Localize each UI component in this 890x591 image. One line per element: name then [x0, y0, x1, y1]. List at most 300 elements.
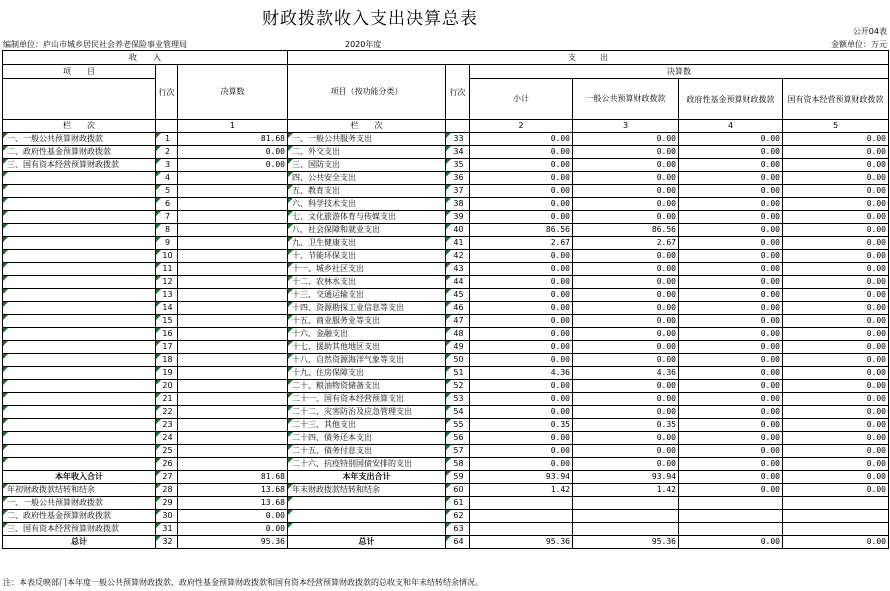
subtotal-value[interactable]	[470, 523, 573, 536]
expense-line[interactable]: 49	[446, 341, 470, 354]
expense-item[interactable]: 八、社会保障和就业支出	[288, 224, 446, 237]
general-value[interactable]: 0.00	[573, 211, 679, 224]
income-line[interactable]: 3	[156, 159, 178, 172]
income-header[interactable]: 收 入	[3, 51, 288, 65]
expense-line[interactable]: 63	[446, 523, 470, 536]
state-capital-value[interactable]: 0.00	[783, 341, 889, 354]
state-capital-value[interactable]: 0.00	[783, 367, 889, 380]
general-value[interactable]: 86.56	[573, 224, 679, 237]
gov-fund-value[interactable]: 0.00	[679, 406, 783, 419]
expense-line[interactable]: 35	[446, 159, 470, 172]
income-item[interactable]	[3, 367, 156, 380]
general-value[interactable]: 0.00	[573, 315, 679, 328]
subtotal-value[interactable]: 4.36	[470, 367, 573, 380]
income-amount[interactable]	[178, 419, 288, 432]
gov-fund-value[interactable]: 0.00	[679, 315, 783, 328]
general-value[interactable]: 0.00	[573, 354, 679, 367]
subtotal-value[interactable]: 86.56	[470, 224, 573, 237]
income-line[interactable]: 22	[156, 406, 178, 419]
state-capital-value[interactable]: 0.00	[783, 211, 889, 224]
expense-line[interactable]: 52	[446, 380, 470, 393]
general-value[interactable]: 0.00	[573, 250, 679, 263]
gov-fund-value[interactable]: 0.00	[679, 328, 783, 341]
expense-item[interactable]: 十、节能环保支出	[288, 250, 446, 263]
expense-line[interactable]: 38	[446, 198, 470, 211]
state-capital-value[interactable]	[783, 510, 889, 523]
expense-item[interactable]: 十六、金融支出	[288, 328, 446, 341]
state-capital-value[interactable]: 0.00	[783, 406, 889, 419]
income-amount[interactable]	[178, 237, 288, 250]
income-line[interactable]: 17	[156, 341, 178, 354]
expense-item[interactable]: 九、卫生健康支出	[288, 237, 446, 250]
expense-item[interactable]: 十八、自然资源海洋气象等支出	[288, 354, 446, 367]
expense-line[interactable]: 50	[446, 354, 470, 367]
general-value[interactable]: 0.00	[573, 276, 679, 289]
expense-line[interactable]: 34	[446, 146, 470, 159]
expense-line[interactable]: 45	[446, 289, 470, 302]
income-item[interactable]	[3, 263, 156, 276]
income-item[interactable]	[3, 276, 156, 289]
income-line[interactable]: 8	[156, 224, 178, 237]
state-capital-value[interactable]: 0.00	[783, 172, 889, 185]
subtotal-value[interactable]: 0.00	[470, 198, 573, 211]
expense-item[interactable]: 本年支出合计	[288, 471, 446, 484]
gov-fund-value[interactable]: 0.00	[679, 146, 783, 159]
income-line[interactable]: 5	[156, 185, 178, 198]
expense-item[interactable]: 十一、城乡社区支出	[288, 263, 446, 276]
expense-item[interactable]: 十九、住房保障支出	[288, 367, 446, 380]
income-line[interactable]: 12	[156, 276, 178, 289]
expense-item[interactable]: 七、文化旅游体育与传媒支出	[288, 211, 446, 224]
subtotal-value[interactable]: 0.00	[470, 315, 573, 328]
subtotal-value[interactable]: 0.00	[470, 263, 573, 276]
income-item[interactable]: 三、国有资本经营预算财政拨款	[3, 523, 156, 536]
subtotal-value[interactable]: 0.00	[470, 458, 573, 471]
expense-item[interactable]: 二、外交支出	[288, 146, 446, 159]
gov-fund-value[interactable]: 0.00	[679, 185, 783, 198]
income-amount[interactable]	[178, 250, 288, 263]
general-value[interactable]: 0.00	[573, 289, 679, 302]
income-amount[interactable]: 13.68	[178, 484, 288, 497]
income-line[interactable]: 18	[156, 354, 178, 367]
expense-item[interactable]: 十二、农林水支出	[288, 276, 446, 289]
gov-fund-value[interactable]: 0.00	[679, 471, 783, 484]
expense-line[interactable]: 57	[446, 445, 470, 458]
general-value[interactable]	[573, 497, 679, 510]
gov-fund-value[interactable]	[679, 523, 783, 536]
subtotal-value[interactable]: 2.67	[470, 237, 573, 250]
state-capital-value[interactable]: 0.00	[783, 315, 889, 328]
general-value[interactable]: 0.00	[573, 302, 679, 315]
expense-item[interactable]: 二十五、债务付息支出	[288, 445, 446, 458]
income-item[interactable]: 一、一般公共预算财政拨款	[3, 133, 156, 146]
expense-line[interactable]: 60	[446, 484, 470, 497]
income-item[interactable]	[3, 354, 156, 367]
state-capital-value[interactable]: 0.00	[783, 354, 889, 367]
subtotal-value[interactable]: 1.42	[470, 484, 573, 497]
expense-line[interactable]: 55	[446, 419, 470, 432]
income-item[interactable]	[3, 172, 156, 185]
subtotal-value[interactable]: 0.00	[470, 432, 573, 445]
gov-fund-value[interactable]: 0.00	[679, 211, 783, 224]
income-amount[interactable]: 13.68	[178, 497, 288, 510]
expense-item[interactable]: 六、科学技术支出	[288, 198, 446, 211]
expense-item[interactable]	[288, 523, 446, 536]
income-amount[interactable]	[178, 276, 288, 289]
state-capital-value[interactable]: 0.00	[783, 276, 889, 289]
general-value[interactable]: 2.67	[573, 237, 679, 250]
income-item[interactable]	[3, 380, 156, 393]
general-value[interactable]	[573, 510, 679, 523]
gov-fund-value[interactable]: 0.00	[679, 445, 783, 458]
gov-fund-value[interactable]: 0.00	[679, 432, 783, 445]
subtotal-value[interactable]: 95.36	[470, 536, 573, 549]
income-amount[interactable]	[178, 263, 288, 276]
subtotal-value[interactable]	[470, 497, 573, 510]
general-value[interactable]: 0.00	[573, 458, 679, 471]
expense-item[interactable]: 二十六、抗疫特别国债安排的支出	[288, 458, 446, 471]
subtotal-value[interactable]: 0.00	[470, 146, 573, 159]
general-value[interactable]: 0.00	[573, 185, 679, 198]
general-value[interactable]	[573, 523, 679, 536]
gov-fund-value[interactable]: 0.00	[679, 419, 783, 432]
subtotal-value[interactable]: 0.00	[470, 393, 573, 406]
expense-line[interactable]: 36	[446, 172, 470, 185]
income-amount[interactable]: 0.00	[178, 159, 288, 172]
subtotal-value[interactable]: 0.00	[470, 185, 573, 198]
income-amount[interactable]	[178, 393, 288, 406]
expense-header[interactable]: 支 出	[288, 51, 889, 65]
income-amount[interactable]	[178, 432, 288, 445]
state-capital-value[interactable]: 0.00	[783, 328, 889, 341]
state-capital-value[interactable]	[783, 523, 889, 536]
income-line[interactable]: 10	[156, 250, 178, 263]
state-capital-value[interactable]: 0.00	[783, 224, 889, 237]
gov-fund-value[interactable]: 0.00	[679, 380, 783, 393]
expense-item[interactable]: 十七、援助其他地区支出	[288, 341, 446, 354]
general-value[interactable]: 0.00	[573, 432, 679, 445]
expense-line[interactable]: 40	[446, 224, 470, 237]
state-capital-value[interactable]: 0.00	[783, 263, 889, 276]
subtotal-value[interactable]: 0.00	[470, 406, 573, 419]
expense-line[interactable]: 33	[446, 133, 470, 146]
general-value[interactable]: 0.00	[573, 380, 679, 393]
income-line[interactable]: 1	[156, 133, 178, 146]
income-amount[interactable]	[178, 302, 288, 315]
general-value[interactable]: 0.00	[573, 263, 679, 276]
income-line[interactable]: 27	[156, 471, 178, 484]
general-value[interactable]: 4.36	[573, 367, 679, 380]
income-amount[interactable]: 0.00	[178, 510, 288, 523]
gov-fund-value[interactable]: 0.00	[679, 536, 783, 549]
general-value[interactable]: 0.00	[573, 172, 679, 185]
general-value[interactable]: 1.42	[573, 484, 679, 497]
income-line[interactable]: 29	[156, 497, 178, 510]
col3-label[interactable]: 3	[573, 120, 679, 133]
income-line[interactable]: 14	[156, 302, 178, 315]
income-line[interactable]: 2	[156, 146, 178, 159]
income-line[interactable]: 20	[156, 380, 178, 393]
subtotal-value[interactable]: 0.00	[470, 302, 573, 315]
income-item[interactable]	[3, 432, 156, 445]
expense-line[interactable]: 46	[446, 302, 470, 315]
gov-fund-value[interactable]: 0.00	[679, 458, 783, 471]
income-item[interactable]	[3, 211, 156, 224]
income-line[interactable]: 6	[156, 198, 178, 211]
income-line[interactable]: 13	[156, 289, 178, 302]
income-item[interactable]	[3, 406, 156, 419]
expense-item[interactable]: 二十二、灾害防治及应急管理支出	[288, 406, 446, 419]
income-line[interactable]: 28	[156, 484, 178, 497]
gov-fund-value[interactable]: 0.00	[679, 159, 783, 172]
subtotal-value[interactable]: 0.00	[470, 133, 573, 146]
gov-fund-value[interactable]	[679, 510, 783, 523]
general-value[interactable]: 0.00	[573, 445, 679, 458]
income-item[interactable]	[3, 302, 156, 315]
expense-item[interactable]: 五、教育支出	[288, 185, 446, 198]
general-value[interactable]: 0.00	[573, 393, 679, 406]
expense-line[interactable]: 39	[446, 211, 470, 224]
income-line[interactable]: 4	[156, 172, 178, 185]
col-label-right[interactable]: 栏 次	[288, 120, 446, 133]
subtotal-value[interactable]: 0.00	[470, 445, 573, 458]
expense-item[interactable]	[288, 510, 446, 523]
subtotal-value[interactable]: 0.00	[470, 250, 573, 263]
item-header-spacer[interactable]	[3, 79, 156, 120]
general-value[interactable]: 0.00	[573, 159, 679, 172]
income-amount[interactable]	[178, 185, 288, 198]
gov-fund-value[interactable]: 0.00	[679, 289, 783, 302]
col1-label[interactable]: 1	[178, 120, 288, 133]
income-amount[interactable]	[178, 367, 288, 380]
income-amount[interactable]: 0.00	[178, 146, 288, 159]
expense-item[interactable]: 十三、交通运输支出	[288, 289, 446, 302]
item-header[interactable]: 项 目	[3, 65, 156, 79]
gov-fund-value[interactable]: 0.00	[679, 484, 783, 497]
income-item[interactable]: 二、政府性基金预算财政拨款	[3, 146, 156, 159]
col2-label[interactable]: 2	[470, 120, 573, 133]
income-amount[interactable]	[178, 172, 288, 185]
income-line[interactable]: 9	[156, 237, 178, 250]
gov-fund-value[interactable]	[679, 497, 783, 510]
expense-item[interactable]: 二十三、其他支出	[288, 419, 446, 432]
income-line-header[interactable]: 行次	[156, 65, 178, 120]
expense-item[interactable]: 十五、商业服务业等支出	[288, 315, 446, 328]
state-capital-value[interactable]: 0.00	[783, 198, 889, 211]
amount-header[interactable]: 决算数	[178, 65, 288, 120]
general-value[interactable]: 0.35	[573, 419, 679, 432]
income-item[interactable]: 本年收入合计	[3, 471, 156, 484]
general-value[interactable]: 0.00	[573, 198, 679, 211]
income-item[interactable]	[3, 328, 156, 341]
expense-item[interactable]	[288, 497, 446, 510]
gov-fund-value[interactable]: 0.00	[679, 224, 783, 237]
state-capital-value[interactable]: 0.00	[783, 146, 889, 159]
income-line[interactable]: 16	[156, 328, 178, 341]
expense-item[interactable]: 十四、资源勘探工业信息等支出	[288, 302, 446, 315]
gov-fund-value[interactable]: 0.00	[679, 237, 783, 250]
final-amount-header[interactable]: 决算数	[470, 65, 889, 79]
state-capital-value[interactable]: 0.00	[783, 393, 889, 406]
general-value[interactable]: 95.36	[573, 536, 679, 549]
expense-item[interactable]: 二十四、债务还本支出	[288, 432, 446, 445]
subtotal-value[interactable]: 0.00	[470, 159, 573, 172]
col4-label[interactable]: 4	[679, 120, 783, 133]
subtotal-value[interactable]: 93.94	[470, 471, 573, 484]
state-capital-value[interactable]: 0.00	[783, 445, 889, 458]
state-capital-value[interactable]: 0.00	[783, 133, 889, 146]
subtotal-value[interactable]: 0.00	[470, 276, 573, 289]
col5-label[interactable]: 5	[783, 120, 889, 133]
income-line[interactable]: 24	[156, 432, 178, 445]
income-amount[interactable]	[178, 354, 288, 367]
expense-line[interactable]: 47	[446, 315, 470, 328]
expense-line[interactable]: 59	[446, 471, 470, 484]
gov-fund-value[interactable]: 0.00	[679, 302, 783, 315]
expense-line[interactable]: 37	[446, 185, 470, 198]
gov-fund-value[interactable]: 0.00	[679, 341, 783, 354]
state-capital-header[interactable]: 国有资本经营预算财政拨款	[783, 79, 889, 120]
subtotal-value[interactable]: 0.35	[470, 419, 573, 432]
cell[interactable]	[446, 120, 470, 133]
state-capital-value[interactable]: 0.00	[783, 471, 889, 484]
subtotal-value[interactable]: 0.00	[470, 380, 573, 393]
state-capital-value[interactable]	[783, 497, 889, 510]
income-item[interactable]	[3, 224, 156, 237]
income-amount[interactable]	[178, 211, 288, 224]
state-capital-value[interactable]: 0.00	[783, 250, 889, 263]
income-amount[interactable]	[178, 224, 288, 237]
income-item[interactable]	[3, 445, 156, 458]
gov-fund-value[interactable]: 0.00	[679, 263, 783, 276]
general-value[interactable]: 0.00	[573, 341, 679, 354]
subtotal-value[interactable]: 0.00	[470, 328, 573, 341]
expense-line[interactable]: 51	[446, 367, 470, 380]
income-line[interactable]: 32	[156, 536, 178, 549]
expense-item[interactable]: 二十一、国有资本经营预算支出	[288, 393, 446, 406]
subtotal-value[interactable]: 0.00	[470, 341, 573, 354]
state-capital-value[interactable]: 0.00	[783, 302, 889, 315]
income-amount[interactable]: 81.68	[178, 133, 288, 146]
income-item[interactable]: 二、政府性基金预算财政拨款	[3, 510, 156, 523]
expense-line[interactable]: 48	[446, 328, 470, 341]
state-capital-value[interactable]: 0.00	[783, 419, 889, 432]
income-amount[interactable]	[178, 445, 288, 458]
income-amount[interactable]: 81.68	[178, 471, 288, 484]
income-line[interactable]: 26	[156, 458, 178, 471]
state-capital-value[interactable]: 0.00	[783, 458, 889, 471]
income-item[interactable]	[3, 289, 156, 302]
income-item[interactable]	[3, 419, 156, 432]
income-amount[interactable]	[178, 289, 288, 302]
income-line[interactable]: 11	[156, 263, 178, 276]
expense-item[interactable]: 年末财政拨款结转和结余	[288, 484, 446, 497]
exp-item-header[interactable]: 项目（按功能分类）	[288, 65, 446, 120]
income-item[interactable]	[3, 250, 156, 263]
gov-fund-value[interactable]: 0.00	[679, 198, 783, 211]
general-value[interactable]: 0.00	[573, 133, 679, 146]
income-item[interactable]	[3, 237, 156, 250]
expense-item[interactable]: 二十、粮油物资储备支出	[288, 380, 446, 393]
cell[interactable]	[156, 120, 178, 133]
income-line[interactable]: 7	[156, 211, 178, 224]
expense-line[interactable]: 56	[446, 432, 470, 445]
state-capital-value[interactable]: 0.00	[783, 484, 889, 497]
gov-fund-value[interactable]: 0.00	[679, 133, 783, 146]
general-value[interactable]: 93.94	[573, 471, 679, 484]
subtotal-value[interactable]: 0.00	[470, 289, 573, 302]
col-label-left[interactable]: 栏 次	[3, 120, 156, 133]
state-capital-value[interactable]: 0.00	[783, 237, 889, 250]
state-capital-value[interactable]: 0.00	[783, 536, 889, 549]
income-line[interactable]: 19	[156, 367, 178, 380]
income-item[interactable]: 年初财政拨款结转和结余	[3, 484, 156, 497]
income-item[interactable]: 三、国有资本经营预算财政拨款	[3, 159, 156, 172]
income-line[interactable]: 31	[156, 523, 178, 536]
expense-line[interactable]: 41	[446, 237, 470, 250]
subtotal-value[interactable]	[470, 510, 573, 523]
income-amount[interactable]: 95.36	[178, 536, 288, 549]
gov-fund-value[interactable]: 0.00	[679, 276, 783, 289]
subtotal-value[interactable]: 0.00	[470, 211, 573, 224]
income-amount[interactable]	[178, 406, 288, 419]
income-amount[interactable]: 0.00	[178, 523, 288, 536]
income-line[interactable]: 30	[156, 510, 178, 523]
expense-line[interactable]: 43	[446, 263, 470, 276]
income-item[interactable]	[3, 315, 156, 328]
expense-item[interactable]: 四、公共安全支出	[288, 172, 446, 185]
income-item[interactable]	[3, 341, 156, 354]
income-item[interactable]	[3, 185, 156, 198]
general-value[interactable]: 0.00	[573, 406, 679, 419]
income-line[interactable]: 21	[156, 393, 178, 406]
income-amount[interactable]	[178, 328, 288, 341]
expense-item[interactable]: 三、国防支出	[288, 159, 446, 172]
gov-fund-value[interactable]: 0.00	[679, 250, 783, 263]
subtotal-header[interactable]: 小计	[470, 79, 573, 120]
expense-line[interactable]: 42	[446, 250, 470, 263]
income-item[interactable]	[3, 458, 156, 471]
gov-fund-value[interactable]: 0.00	[679, 367, 783, 380]
expense-line[interactable]: 44	[446, 276, 470, 289]
general-header[interactable]: 一般公共预算财政拨款	[573, 79, 679, 120]
state-capital-value[interactable]: 0.00	[783, 432, 889, 445]
gov-fund-value[interactable]: 0.00	[679, 172, 783, 185]
expense-item[interactable]: 一、一般公共服务支出	[288, 133, 446, 146]
general-value[interactable]: 0.00	[573, 146, 679, 159]
expense-line[interactable]: 61	[446, 497, 470, 510]
income-item[interactable]	[3, 393, 156, 406]
expense-item[interactable]: 总计	[288, 536, 446, 549]
income-amount[interactable]	[178, 458, 288, 471]
income-item[interactable]: 总计	[3, 536, 156, 549]
expense-line[interactable]: 62	[446, 510, 470, 523]
expense-line[interactable]: 54	[446, 406, 470, 419]
income-item[interactable]: 一、一般公共预算财政拨款	[3, 497, 156, 510]
state-capital-value[interactable]: 0.00	[783, 289, 889, 302]
gov-fund-value[interactable]: 0.00	[679, 354, 783, 367]
income-item[interactable]	[3, 198, 156, 211]
expense-line[interactable]: 64	[446, 536, 470, 549]
state-capital-value[interactable]: 0.00	[783, 159, 889, 172]
expense-line[interactable]: 53	[446, 393, 470, 406]
gov-fund-header[interactable]: 政府性基金预算财政拨款	[679, 79, 783, 120]
income-amount[interactable]	[178, 380, 288, 393]
exp-line-header[interactable]: 行次	[446, 65, 470, 120]
income-amount[interactable]	[178, 198, 288, 211]
income-amount[interactable]	[178, 341, 288, 354]
subtotal-value[interactable]: 0.00	[470, 172, 573, 185]
